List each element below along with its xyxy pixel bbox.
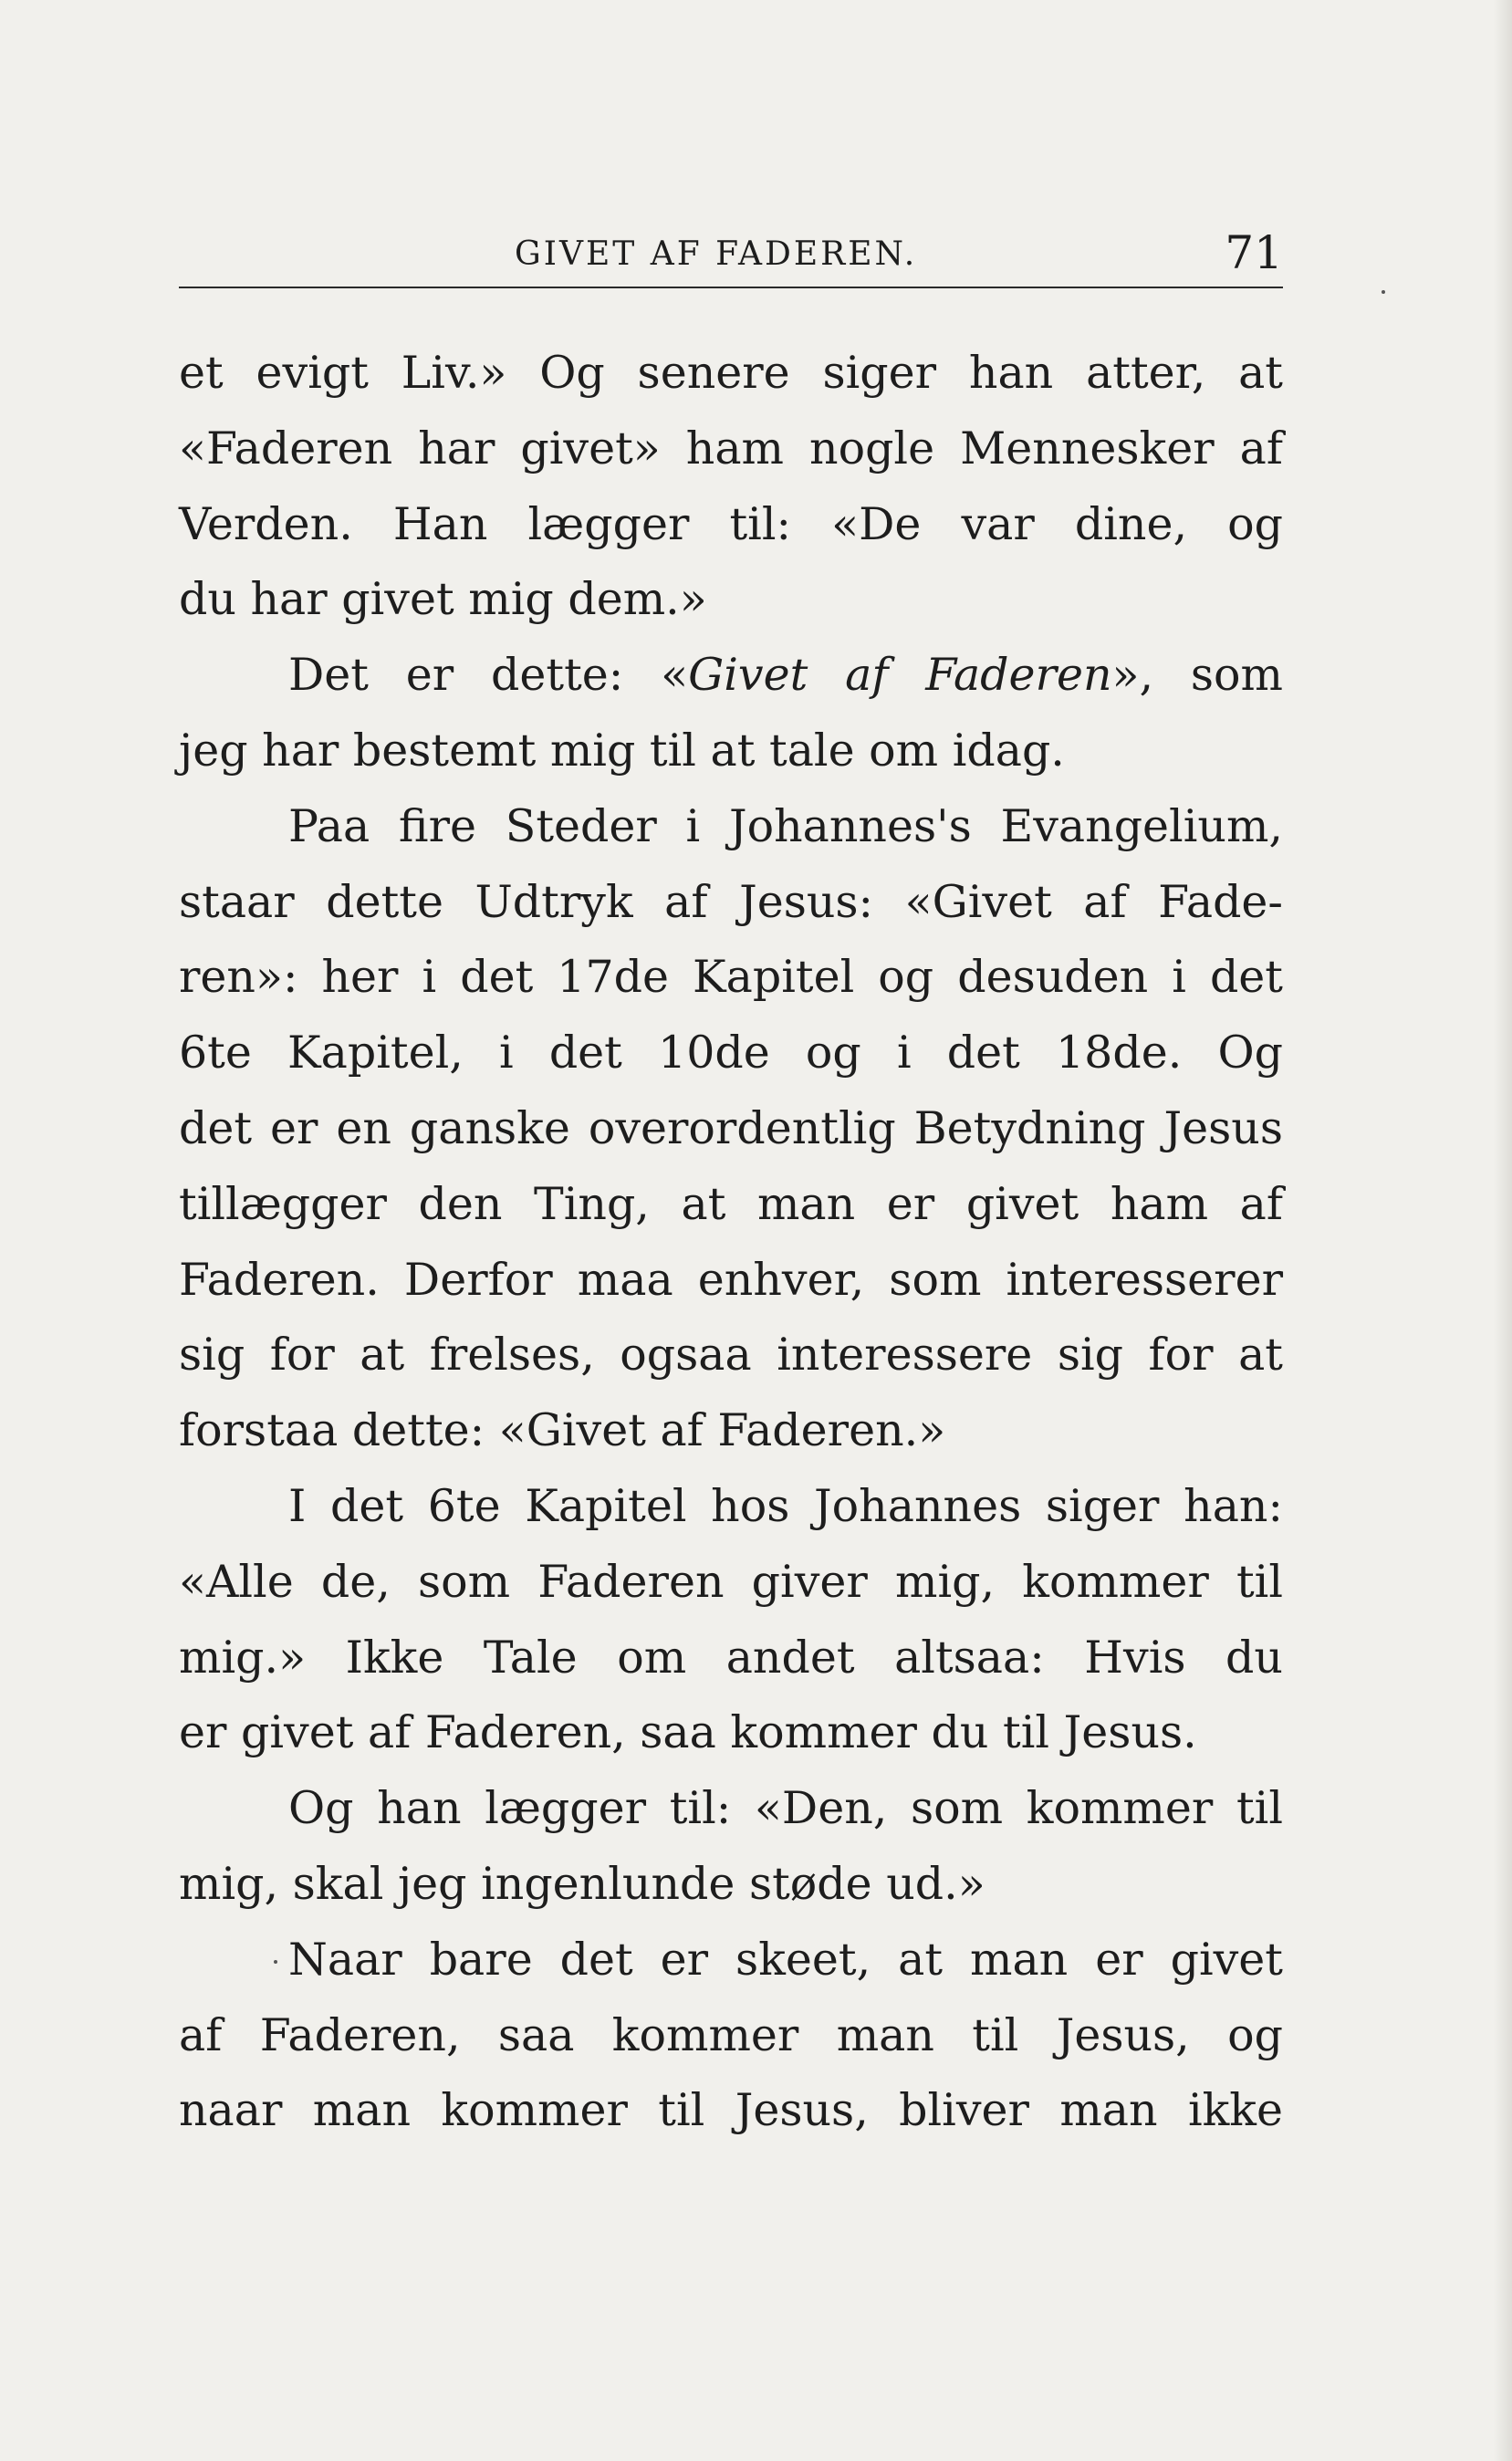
text-line: «Faderen har givet» ham nogle Mennesker af <box>179 422 1283 474</box>
text-line: et evigt Liv.» Og senere siger han atter, at <box>179 347 1283 399</box>
text-line: Faderen. Derfor maa enhver, som interesserer <box>179 1253 1283 1306</box>
text-line: er givet af Faderen, saa kommer du til Jesus. <box>179 1706 1197 1759</box>
text-line: sig for at frelses, ogsaa interessere sig for at <box>179 1329 1283 1382</box>
text-line <box>179 638 1283 714</box>
text-line: mig.» Ikke Tale om andet altsaa: Hvis du <box>179 1631 1283 1684</box>
paper-speck <box>274 1960 277 1964</box>
text-line: Verden. Han lægger til: «De var dine, og <box>179 497 1283 550</box>
page-header <box>179 226 1283 281</box>
text-line: Naar bare det er skeet, at man er givet <box>288 1933 1283 1986</box>
paper-speck <box>1382 290 1385 294</box>
text-span: Det er dette: « <box>288 649 689 702</box>
text-line: forstaa dette: «Givet af Faderen.» <box>179 1404 946 1457</box>
text-line: 6te Kapitel, i det 10de og i det 18de. Og <box>179 1027 1283 1079</box>
italic-title: Givet af Faderen <box>688 649 1112 702</box>
text-line: mig, skal jeg ingenlunde støde ud.» <box>179 1857 985 1910</box>
text-line: af Faderen, saa kommer man til Jesus, og <box>179 2008 1283 2061</box>
text-line: ren»: her i det 17de Kapitel og desuden i det <box>179 951 1283 1004</box>
page-number: 71 <box>1225 226 1283 279</box>
page-edge-shadow <box>1494 0 1512 2461</box>
text-line: jeg har bestemt mig til at tale om idag. <box>179 724 1065 777</box>
header-rule <box>179 287 1283 288</box>
text-line: Paa fire Steder i Johannes's Evangelium, <box>288 799 1283 852</box>
text-line: I det 6te Kapitel hos Johannes siger han: <box>288 1479 1283 1532</box>
running-title: GIVET AF FADEREN. <box>515 235 918 273</box>
text-span: », som <box>1111 649 1283 702</box>
text-line: «Alle de, som Faderen giver mig, kommer til <box>179 1555 1283 1608</box>
text-line: det er en ganske overordentlig Betydning Jesus <box>179 1101 1283 1154</box>
text-line: naar man kommer til Jesus, bliver man ikke <box>179 2084 1283 2137</box>
body-text <box>179 336 1283 2149</box>
text-line: tillægger den Ting, at man er givet ham af <box>179 1177 1283 1230</box>
text-line: du har givet mig dem.» <box>179 573 707 626</box>
text-line: Og han lægger til: «Den, som kommer til <box>288 1782 1283 1835</box>
text-line: staar dette Udtryk af Jesus: «Givet af Fade- <box>179 875 1283 928</box>
